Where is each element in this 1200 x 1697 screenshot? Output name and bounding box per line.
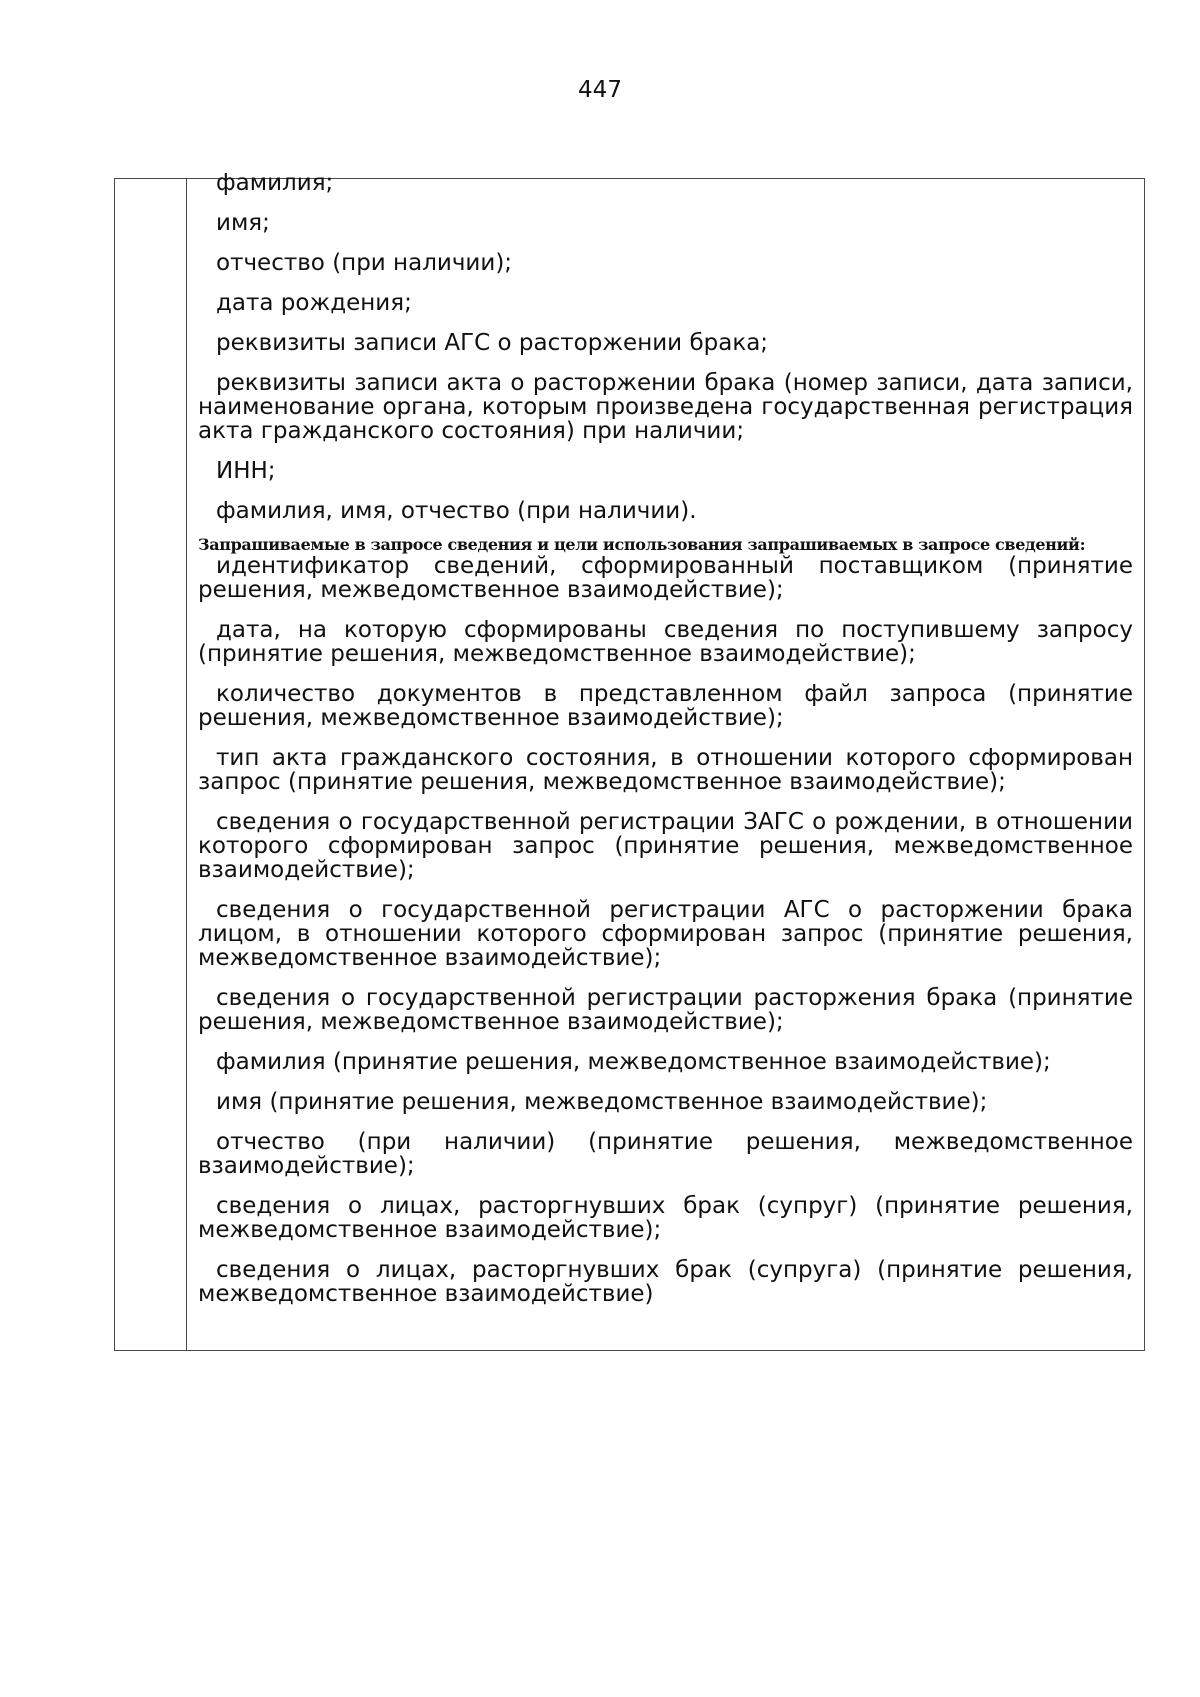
field-item: фамилия, имя, отчество (при наличии).: [216, 498, 697, 524]
requested-item: сведения о лицах, расторгнувших брак (супруга) (принятие решения, межведомственное взаимодействие): [198, 1257, 1133, 1307]
field-item: имя;: [216, 210, 270, 236]
field-item: дата рождения;: [216, 290, 412, 316]
field-item: реквизиты записи акта о расторжении брака (номер записи, дата записи, наименование органа, которым произведена государственная регистрация акта гражданского состояния) при наличии;: [198, 370, 1133, 444]
requested-item: идентификатор сведений, сформированный поставщиком (принятие решения, межведомственное взаимодействие);: [198, 553, 1133, 603]
requested-item: сведения о государственной регистрации ЗАГС о рождении, в отношении которого сформирован запрос (принятие решения, межведомственное взаимодействие);: [198, 809, 1133, 883]
requested-item: дата, на которую сформированы сведения по поступившему запросу (принятие решения, межведомственное взаимодействие);: [198, 617, 1133, 667]
requested-item: количество документов в представленном файл запроса (принятие решения, межведомственное взаимодействие);: [198, 681, 1133, 731]
content-table: [114, 170, 1145, 1351]
field-item: реквизиты записи АГС о расторжении брака;: [216, 330, 769, 356]
requested-item: сведения о лицах, расторгнувших брак (супруг) (принятие решения, межведомственное взаимодействие);: [198, 1193, 1133, 1243]
field-item: фамилия;: [216, 170, 334, 196]
requested-item: сведения о государственной регистрации АГС о расторжении брака лицом, в отношении которого сформирован запрос (принятие решения, межведомственное взаимодействие);: [198, 897, 1133, 971]
table-content-cell: [198, 170, 1133, 1322]
field-item: отчество (при наличии);: [216, 250, 513, 276]
requested-item: фамилия (принятие решения, межведомственное взаимодействие);: [216, 1049, 1051, 1075]
requested-item: тип акта гражданского состояния, в отношении которого сформирован запрос (принятие решения, межведомственное взаимодействие);: [198, 745, 1133, 795]
section-heading: Запрашиваемые в запросе сведения и цели использования запрашиваемых в запросе сведений:: [198, 535, 1086, 554]
table-left-column: [115, 179, 187, 1350]
page-number: 447: [578, 77, 622, 103]
requested-item: сведения о государственной регистрации расторжения брака (принятие решения, межведомственное взаимодействие);: [198, 985, 1133, 1035]
requested-item: имя (принятие решения, межведомственное взаимодействие);: [216, 1089, 988, 1115]
field-item: ИНН;: [216, 458, 276, 484]
requested-item: отчество (при наличии) (принятие решения, межведомственное взаимодействие);: [198, 1129, 1133, 1179]
